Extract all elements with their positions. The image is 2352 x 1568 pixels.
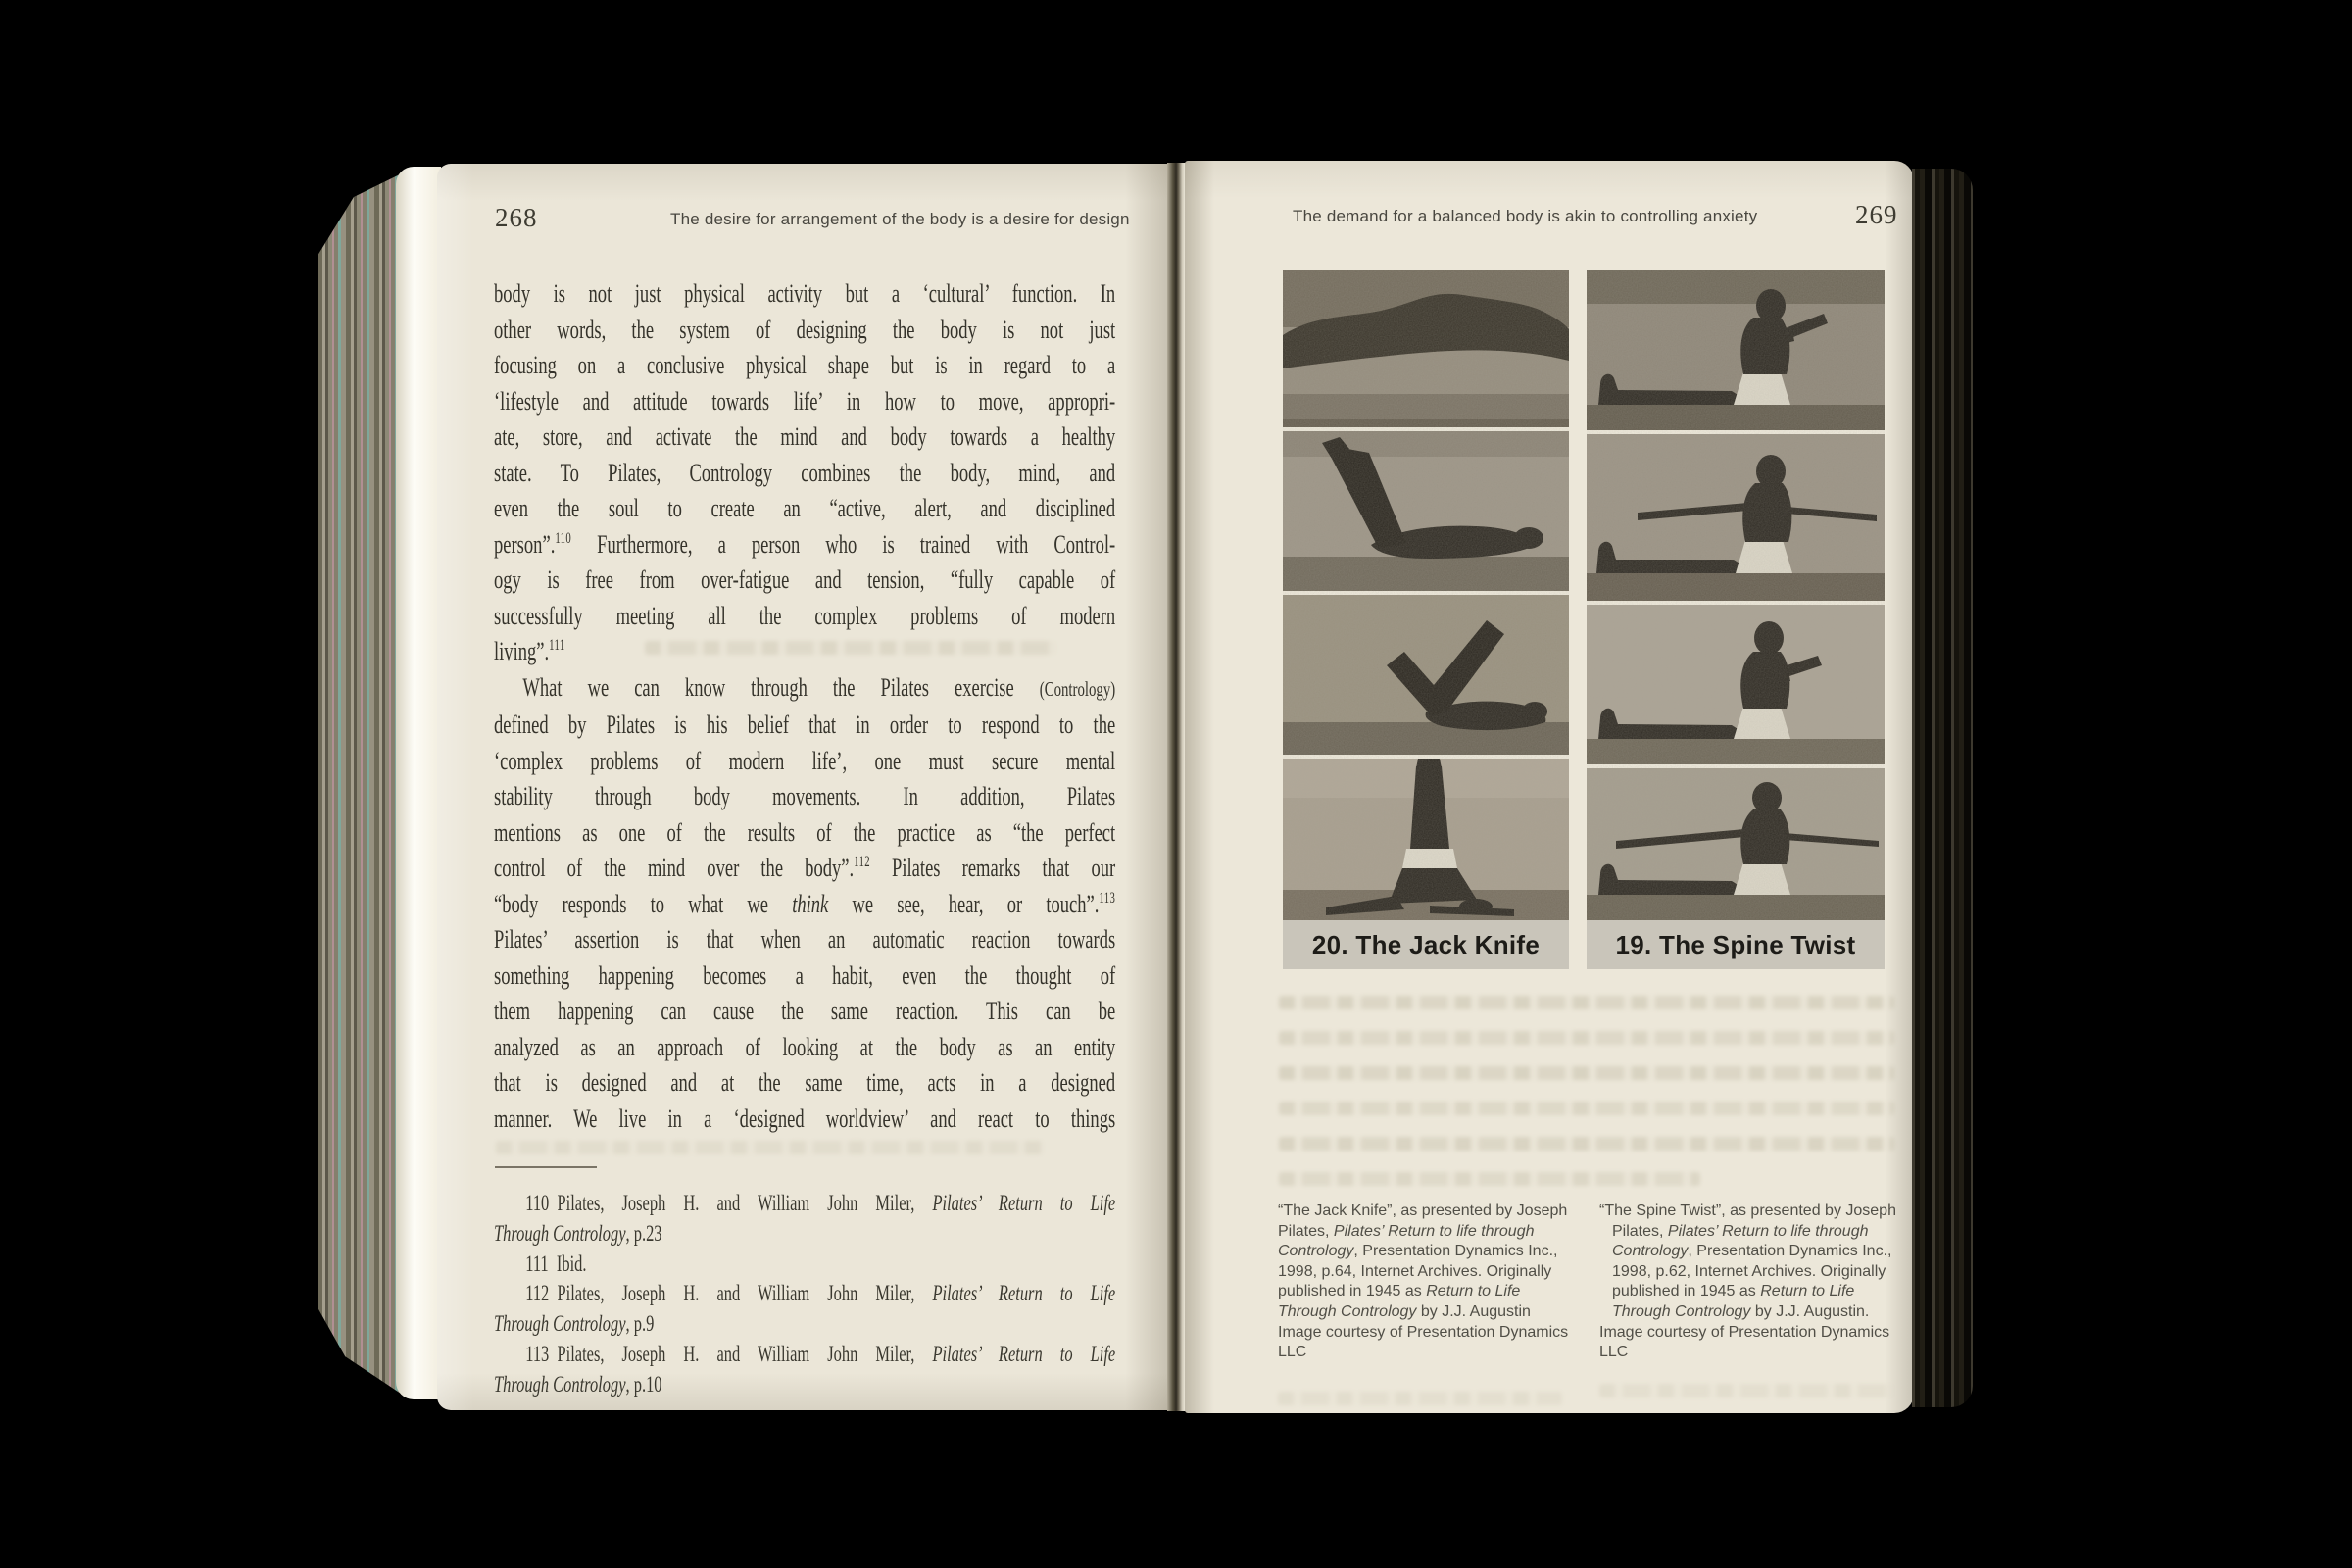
body-text-block [494,275,1117,1136]
text-line: successfully meeting all the complex problems of modern [494,600,1116,630]
text-line: them happening can cause the same reaction. This can be [494,996,1116,1025]
text-line: Pilates, Pilates’ Return to life through [1612,1222,1869,1240]
text-line: mentions as one of the results of the practice as “the perfect [494,816,1116,847]
bleed-through-text [1279,1066,1894,1080]
spine-twist-photo-strip [1587,270,1885,920]
bleed-through-text [496,1141,1045,1154]
fanned-page-edges-left [318,172,404,1396]
text-line: body is not just physical activity but a ‘cultural’ function. In [494,278,1116,308]
text-line: Through Contrology by J.J. Augustin. [1612,1302,1870,1320]
bleed-through-text [1599,1384,1893,1397]
text-line: focusing on a conclusive physical shape but is in regard to a [494,350,1116,379]
text-line: Through Contrology by J.J. Augustin [1278,1302,1531,1320]
bleed-through-text [1279,1172,1700,1186]
text-line: published in 1945 as Return to Life [1278,1283,1521,1300]
text-line: ate, store, and activate the mind and body towards a healthy [494,421,1116,451]
text-line: 113 Pilates, Joseph H. and William John Miler, Pilates’ Return to Life [525,1341,1116,1367]
text-line: ‘complex problems of modern life’, one must secure mental [494,745,1116,775]
page-number-right: 269 [1855,200,1898,229]
text-line: that is designed and at the same time, acts in a designed [494,1067,1116,1097]
book-gutter [1167,163,1186,1411]
running-head-right: The demand for a balanced body is akin to controlling anxiety [1293,207,1758,225]
text-line: analyzed as an approach of looking at the body as an entity [494,1031,1116,1061]
bleed-through-text [1279,996,1894,1009]
text-line: person”.$^{110}$ Furthermore, a person who is trained with Control- [494,528,1116,559]
text-line: published in 1945 as Return to Life [1612,1283,1855,1300]
text-line: manner. We live in a ‘designed worldview’ and react to things [494,1102,1116,1133]
page-number-left: 268 [495,203,538,232]
figure-caption-spine-twist: 19. The Spine Twist [1587,920,1885,969]
text-line: LLC [1278,1344,1307,1361]
figure-column-jack-knife [1283,270,1569,969]
text-line: LLC [1599,1344,1629,1361]
bleed-through-text [1279,1137,1894,1151]
jack-knife-photo-strip [1283,270,1569,920]
text-line: 111 Ibid. [525,1250,587,1277]
bleed-through-text [1279,1102,1894,1115]
text-line: Pilates, Pilates’ Return to life through [1278,1222,1535,1240]
text-line: “The Spine Twist”, as presented by Joseph [1599,1202,1896,1219]
text-line: control of the mind over the body”.$^{112}$ Pilates remarks that our [494,853,1116,882]
text-line: “The Jack Knife”, as presented by Joseph [1278,1202,1568,1219]
text-line: something happening becomes a habit, even the thought of [494,959,1116,990]
text-line: 1998, p.64, Internet Archives. Originally [1278,1262,1552,1280]
film-grain-overlay [1283,270,1569,920]
text-line: Through Contrology, p.9 [494,1311,655,1338]
right-page [1185,161,1914,1413]
footnotes-block [494,1189,1117,1400]
footnote-rule [495,1166,597,1168]
text-line: Contrology, Presentation Dynamics Inc., [1612,1243,1892,1260]
credit-spine-twist [1599,1201,1899,1363]
credit-jack-knife [1278,1201,1578,1363]
figure-caption-jack-knife: 20. The Jack Knife [1283,920,1569,969]
text-line: “body responds to what we think we see, hear, or touch”.$^{113}$ [494,888,1116,918]
text-line: state. To Pilates, Contrology combines the body, mind, and [494,457,1116,487]
figure-column-spine-twist [1587,270,1885,969]
text-line: Image courtesy of Presentation Dynamics [1278,1323,1569,1341]
text-line: What we can know through the Pilates exercise (Contrology) [522,671,1116,702]
text-line: 112 Pilates, Joseph H. and William John Miler, Pilates’ Return to Life [525,1281,1116,1307]
text-line: 110 Pilates, Joseph H. and William John Miler, Pilates’ Return to Life [525,1191,1116,1216]
text-line: Image courtesy of Presentation Dynamics [1599,1323,1890,1341]
text-line: ogy is free from over-fatigue and tension, “fully capable of [494,564,1116,594]
page-edge-highlight [396,167,441,1399]
bleed-through-text [645,641,1056,655]
text-line: living”.$^{111}$ [494,636,565,665]
text-line: defined by Pilates is his belief that in order to respond to the [494,710,1116,739]
left-page [437,164,1169,1410]
text-line: Through Contrology, p.23 [494,1220,662,1247]
text-line: Contrology, Presentation Dynamics Inc., [1278,1243,1558,1260]
text-line: stability through body movements. In addition, Pilates [494,781,1116,810]
running-head-left: The desire for arrangement of the body is a desire for design [670,210,1130,228]
text-line: ‘lifestyle and attitude towards life’ in how to move, appropri- [494,385,1116,416]
text-line: other words, the system of designing the body is not just [494,314,1116,344]
text-line: 1998, p.62, Internet Archives. Originally [1612,1262,1886,1280]
text-line: even the soul to create an “active, alert, and disciplined [494,493,1116,522]
bleed-through-text [1278,1392,1562,1405]
text-line: Pilates’ assertion is that when an automatic reaction towards [494,924,1116,954]
film-grain-overlay [1587,270,1885,920]
bleed-through-text [1279,1031,1894,1045]
text-line: Through Contrology, p.10 [494,1371,662,1397]
fanned-page-edges-right [1912,169,1973,1407]
